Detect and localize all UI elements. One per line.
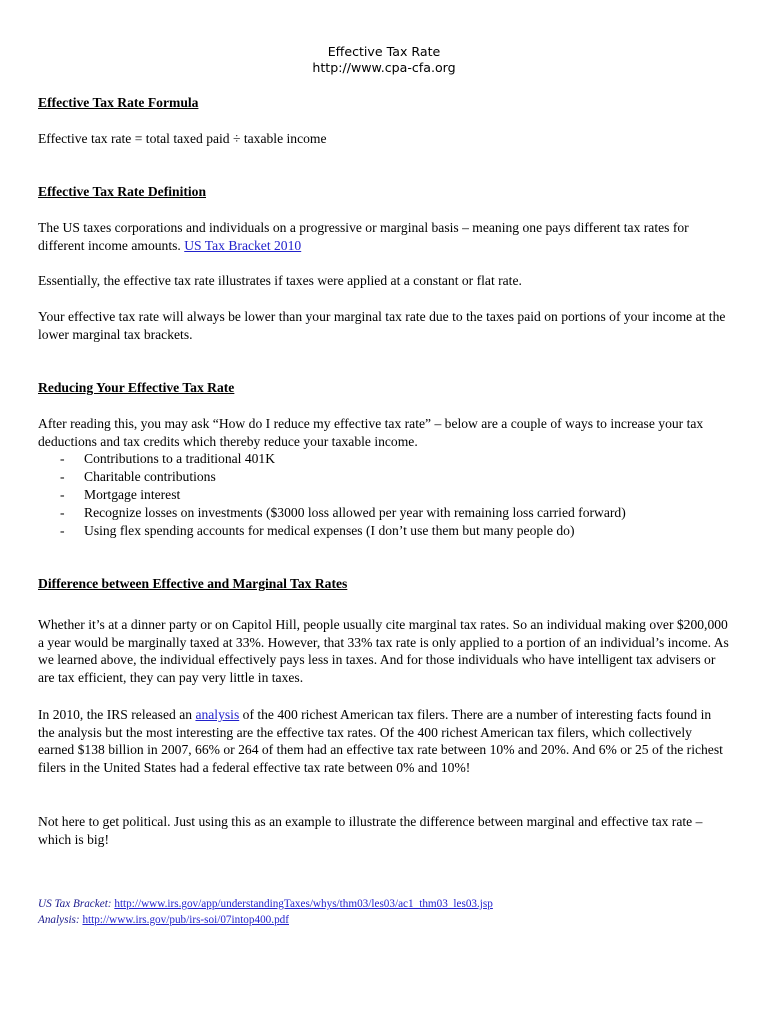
formula-text: Effective tax rate = total taxed paid ÷ taxable income [38,131,327,146]
formula-heading: Effective Tax Rate Formula [38,95,199,110]
reference-us-tax-bracket: US Tax Bracket: http://www.irs.gov/app/understandingTaxes/whys/thm03/les03/ac1_thm03_les03.jsp [38,898,493,910]
definition-paragraph-2: Essentially, the effective tax rate illustrates if taxes were applied at a constant or flat rate. [38,273,522,288]
difference-paragraph-2: In 2010, the IRS released an analysis of the 400 richest American tax filers. There are a number of interesting facts found in the analysis but the most interesting are the effective tax rates. Of the 400 richest American tax filers, which collectively earned $138 billion in 2007, 66% or 264 of them had an effective tax rate between 10% and 20%. And 6% or 25 of the richest filers in the United States had a federal effective tax rate between 0% and 10%! [38,707,723,775]
us-tax-bracket-reference-link[interactable]: http://www.irs.gov/app/understandingTaxes/whys/thm03/les03/ac1_thm03_les03.jsp [114,898,493,910]
analysis-link[interactable]: analysis [195,707,240,722]
us-tax-bracket-link[interactable]: US Tax Bracket 2010 [184,237,302,253]
reduction-list [38,450,738,540]
document-header [0,44,768,76]
document-title: Effective Tax Rate [327,44,441,59]
list-item: - Contributions to a traditional 401K [60,451,276,466]
definition-heading: Effective Tax Rate Definition [38,184,207,199]
references [38,897,493,928]
reference-analysis: Analysis: http://www.irs.gov/pub/irs-soi/07intop400.pdf [38,913,289,926]
reducing-heading: Reducing Your Effective Tax Rate [38,380,235,395]
analysis-reference-link[interactable]: http://www.irs.gov/pub/irs-soi/07intop400.pdf [82,913,289,926]
difference-heading: Difference between Effective and Marginal Tax Rates [38,576,348,591]
list-item: - Recognize losses on investments ($3000 loss allowed per year with remaining loss carried forward) [60,505,626,520]
difference-paragraph-3: Not here to get political. Just using this as an example to illustrate the difference between marginal and effective tax rate – which is big! [38,814,703,847]
document-url: http://www.cpa-cfa.org [312,60,456,75]
list-item: - Mortgage interest [60,487,181,502]
definition-paragraph-1: The US taxes corporations and individuals on a progressive or marginal basis – meaning one pays different tax rates for different income amounts. US Tax Bracket 2010 [38,220,689,253]
difference-paragraph-1: Whether it’s at a dinner party or on Capitol Hill, people usually cite marginal tax rates. So an individual making over $200,000 a year would be marginally taxed at 33%. However, that 33% tax rate is only applied to a portion of an individual’s income. As we learned above, the individual effectively pays less in taxes. And for those individuals who have intelligent tax advisers or are tax efficient, they can pay very little in taxes. [38,617,729,685]
list-item: - Charitable contributions [60,469,216,484]
list-item: - Using flex spending accounts for medical expenses (I don’t use them but many people do) [60,523,575,538]
reducing-intro: After reading this, you may ask “How do I reduce my effective tax rate” – below are a couple of ways to increase your tax deductions and tax credits which thereby reduce your taxable income. [38,416,704,449]
definition-paragraph-3: Your effective tax rate will always be lower than your marginal tax rate due to the taxes paid on portions of your income at the lower marginal tax brackets. [38,309,726,342]
